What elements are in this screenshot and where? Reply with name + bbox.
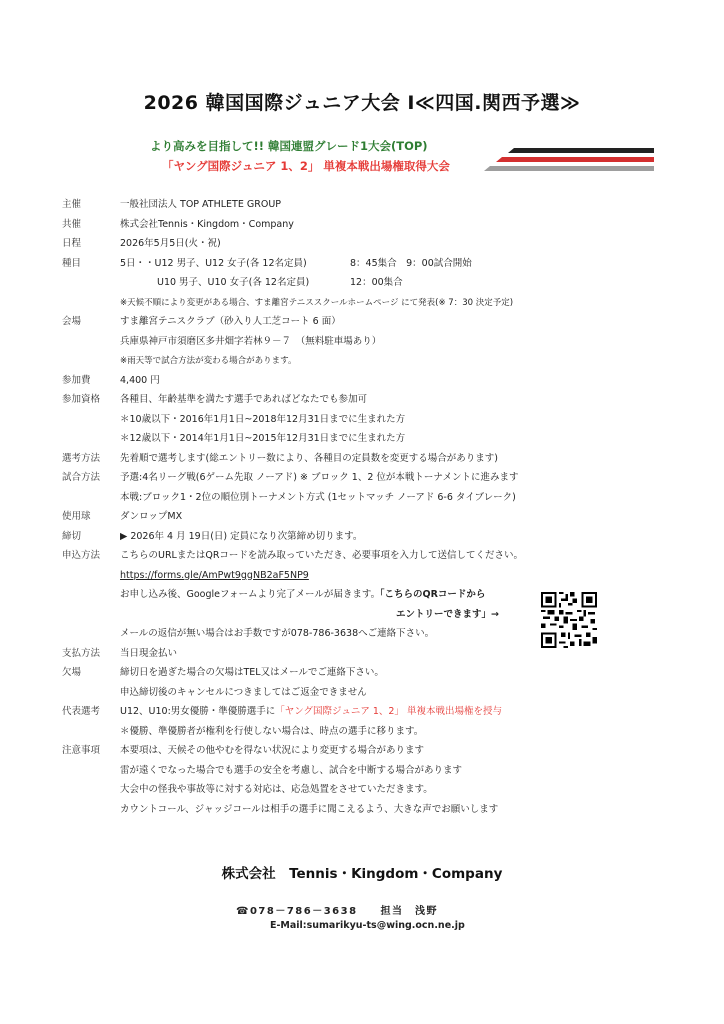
row-apply-url xyxy=(62,567,672,587)
label-selection: 選考方法 xyxy=(62,452,101,464)
label-events: 種目 xyxy=(62,257,82,269)
value-selection: 先着順で選考します(総エントリー数により、各種目の定員数を変更する場合があります) xyxy=(120,452,498,464)
value-rep xyxy=(120,705,502,719)
row-eligibility-2 xyxy=(62,411,672,431)
value-events-u10-time: 12：00集合 xyxy=(350,277,403,288)
value-date: 2026年5月5日(火・祝) xyxy=(120,238,221,249)
row-venue xyxy=(62,313,672,333)
value-events-weather: ※天候不順により変更がある場合、すま離宮テニススクールホームページ にて発表(※ 7：30 決定予定) xyxy=(120,297,514,308)
label-host: 主催 xyxy=(62,199,82,210)
qr-note-line2: エントリーできます」→ xyxy=(396,608,499,620)
label-payment: 支払方法 xyxy=(62,647,101,659)
qr-note-line1: 「こちらのQRコードから xyxy=(375,589,486,600)
value-eligibility-u10: ＊10歳以下・2016年1月1日~2018年12月31日までに生まれた方 xyxy=(120,413,406,425)
row-date xyxy=(62,235,672,255)
label-notes: 注意事項 xyxy=(62,745,101,756)
subtitle-qualifier: 「ヤング国際ジュニア 1、2」 単複本戦出場権取得大会 xyxy=(162,159,450,173)
row-notes-2 xyxy=(62,762,672,782)
label-apply: 申込方法 xyxy=(62,550,101,561)
row-host xyxy=(62,196,672,216)
row-format-2 xyxy=(62,489,672,509)
label-absence: 欠場 xyxy=(62,667,82,678)
value-venue-address: 兵庫県神戸市須磨区多井畑字若林９－７ （無料駐車場あり） xyxy=(120,335,382,347)
row-events-3 xyxy=(62,294,672,314)
row-events xyxy=(62,255,672,275)
qr-code-icon[interactable] xyxy=(541,592,597,648)
row-fee xyxy=(62,372,672,392)
value-payment: 当日現金払い xyxy=(120,647,178,659)
value-rep-note: ＊優勝、準優勝者が権利を行使しない場合は、時点の選手に移ります。 xyxy=(120,725,424,737)
decorative-stripes-icon xyxy=(478,148,654,172)
label-rep: 代表選考 xyxy=(62,706,101,717)
label-deadline: 締切 xyxy=(62,530,82,542)
value-rep-winners: U12、U10:男女優勝・準優勝選手に xyxy=(120,706,276,717)
row-cohost xyxy=(62,216,672,236)
row-absence-2 xyxy=(62,684,672,704)
page-title: 2026 韓国国際ジュニア大会 Ⅰ≪四国.関西予選≫ xyxy=(143,92,581,114)
footer-company: 株式会社 Tennis・Kingdom・Company xyxy=(221,866,503,882)
value-venue-name: すま離宮テニスクラブ（砂入り人工芝コート 6 面） xyxy=(120,316,341,327)
value-events-u12-time: 8：45集合 9：00試合開始 xyxy=(350,257,472,269)
value-deadline: ▶ 2026年 4 月 19日(日) 定員になり次第締め切ります。 xyxy=(120,530,363,542)
row-events-2 xyxy=(62,274,672,294)
value-venue-rain: ※雨天等で試合方法が変わる場合があります。 xyxy=(120,356,297,366)
value-format-main: 本戦:ブロック1・2位の順位別トーナメント方式 (1セットマッチ ノーアド 6-6 タイブレーク) xyxy=(120,491,516,503)
label-ball: 使用球 xyxy=(62,511,91,522)
row-selection xyxy=(62,450,672,470)
value-notes-2: 雷が遠くでなった場合でも選手の安全を考慮し、試合を中断する場合があります xyxy=(120,764,463,776)
value-apply-contact: メールの返信が無い場合はお手数ですが078-786-3638へご連絡下さい。 xyxy=(120,628,435,639)
value-apply-confirmation: お申し込み後、Googleフォームより完了メールが届きます。 xyxy=(120,589,381,600)
label-cohost: 共催 xyxy=(62,218,82,230)
value-eligibility: 各種目、年齢基準を満たす選手であればどなたでも参加可 xyxy=(120,394,368,405)
value-notes-4: カウントコール、ジャッジコールは相手の選手に聞こえるよう、大きな声でお願いします xyxy=(120,803,499,815)
row-eligibility-3 xyxy=(62,430,672,450)
value-notes-1: 本要項は、天候その他やむを得ない状況により変更する場合があります xyxy=(120,745,425,756)
row-absence xyxy=(62,664,672,684)
label-venue: 会場 xyxy=(62,316,82,327)
row-deadline xyxy=(62,528,672,548)
value-absence-refund: 申込締切後のキャンセルにつきましてはご返金できません xyxy=(120,686,367,698)
value-notes-3: 大会中の怪我や事故等に対する対応は、応急処置をさせていただきます。 xyxy=(120,784,433,795)
subtitle-grade: より高みを目指して!! 韓国連盟グレード1大会(TOP) xyxy=(150,139,428,153)
row-notes-3 xyxy=(62,781,672,801)
value-host: 一般社団法人 TOP ATHLETE GROUP xyxy=(120,199,281,210)
label-eligibility: 参加資格 xyxy=(62,394,101,405)
value-events-u10: U10 男子、U10 女子(各 12名定員) xyxy=(157,277,310,288)
value-cohost: 株式会社Tennis・Kingdom・Company xyxy=(120,218,294,230)
value-fee: 4,400 円 xyxy=(120,374,160,386)
value-eligibility-u12: ＊12歳以下・2014年1月1日~2015年12月31日までに生まれた方 xyxy=(120,433,406,444)
label-date: 日程 xyxy=(62,238,82,249)
row-notes xyxy=(62,742,672,762)
footer-email[interactable]: E-Mail:sumarikyu-ts@wing.ocn.ne.jp xyxy=(270,920,465,931)
row-venue-3 xyxy=(62,352,672,372)
value-absence-notice: 締切日を過ぎた場合の欠場はTEL又はメールでご連絡下さい。 xyxy=(120,667,384,678)
value-events-u12: 5日・・U12 男子、U12 女子(各 12名定員) xyxy=(120,257,307,269)
label-format: 試合方法 xyxy=(62,472,101,483)
row-venue-2 xyxy=(62,333,672,353)
row-notes-4 xyxy=(62,801,672,821)
row-eligibility xyxy=(62,391,672,411)
row-format xyxy=(62,469,672,489)
value-ball: ダンロップMX xyxy=(120,511,183,522)
row-rep xyxy=(62,703,672,723)
info-table xyxy=(62,196,672,820)
footer-tel: ☎078－786－3638 担当 浅野 xyxy=(236,906,439,917)
label-fee: 参加費 xyxy=(62,374,91,386)
value-rep-award: 「ヤング国際ジュニア 1、2」 単複本戦出場権を授与 xyxy=(275,706,502,717)
value-apply-instructions: こちらのURLまたはQRコードを読み取っていただき、必要事項を入力して送信してください。 xyxy=(120,550,524,561)
row-ball xyxy=(62,508,672,528)
row-rep-2 xyxy=(62,723,672,743)
row-apply xyxy=(62,547,672,567)
apply-form-link[interactable]: https://forms.gle/AmPwt9ggNB2aF5NP9 xyxy=(120,569,309,581)
value-format-prelim: 予選:4名リーグ戦(6ゲーム先取 ノーアド) ※ ブロック 1、2 位が本戦トーナメントに進みます xyxy=(120,472,519,483)
